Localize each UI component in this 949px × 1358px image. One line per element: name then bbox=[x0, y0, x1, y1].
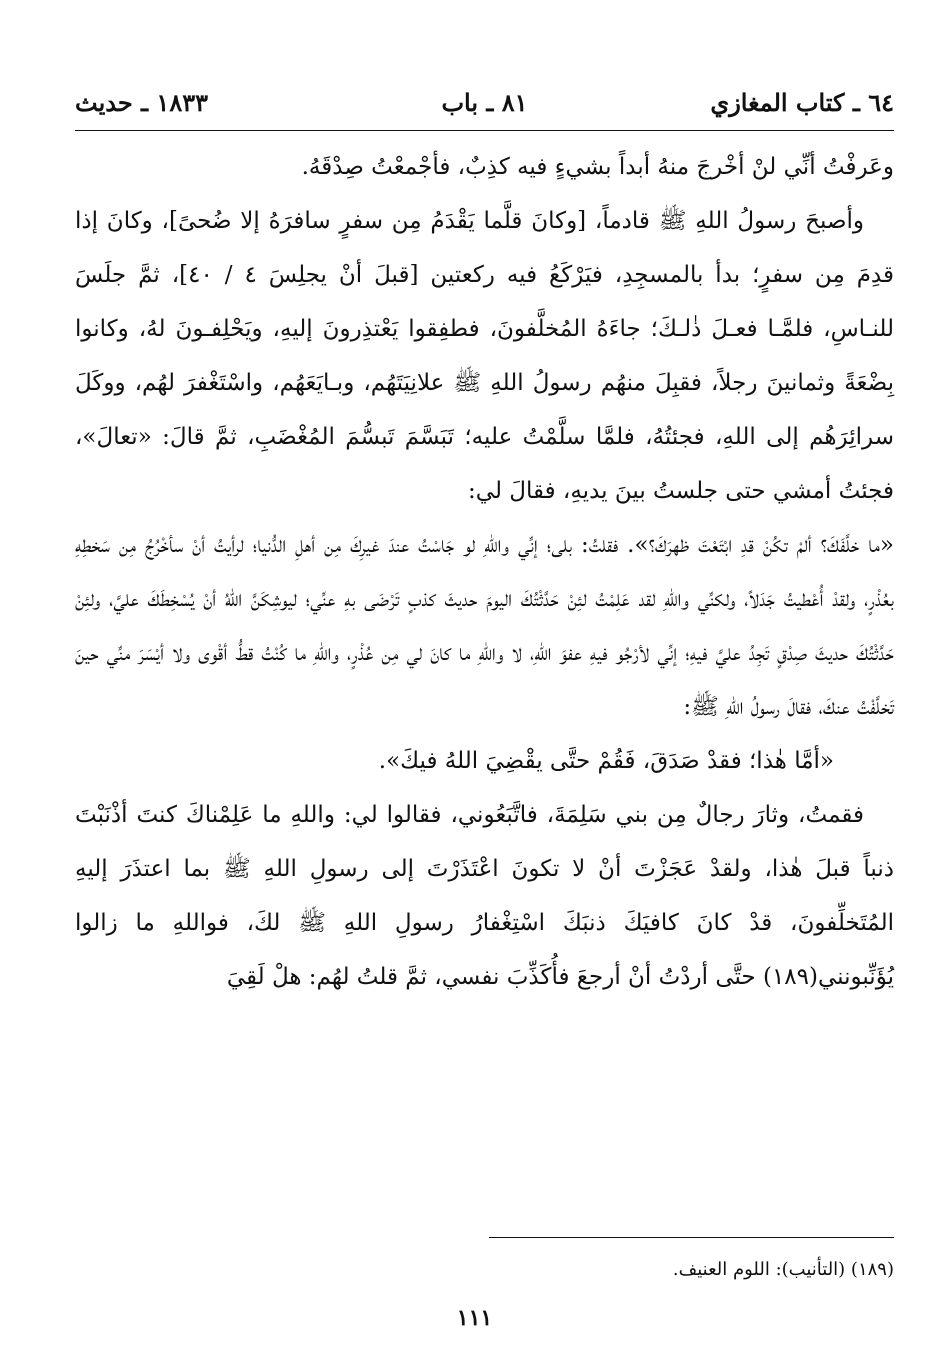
header-hadith-number: ١٨٣٣ ـ حديث bbox=[75, 88, 208, 117]
paragraph: فقمتُ، وثارَ رجالٌ مِن بني سَلِمَةَ، فاتَّبَعُوني، فقالوا لي: واللهِ ما عَلِمْناكَ كنتَ أذْنَبْتَ ذنباً قبلَ هٰذا، ولقدْ عَجَزْتَ أنْ لا تكونَ اعْتَذَرْتَ إلى رسولِ اللهِ ﷺ بما اعتذَرَ إليهِ المُتَخلِّفونَ، قدْ كانَ كافيَكَ ذنبَكَ اسْتِغْفارُ رسولِ اللهِ ﷺ لكَ، فواللهِ ما زالوا يُؤَنِّبونني(١٨٩) حتَّى أردْتُ أنْ أرجعَ فأُكَذِّبَ نفسي، ثمَّ قلتُ لهُم: هلْ لَقِيَ bbox=[75, 802, 894, 990]
header-chapter: ٦٤ ـ كتاب المغازي bbox=[710, 88, 894, 117]
page-number: ١١١ bbox=[456, 1305, 493, 1331]
footnote: (١٨٩) (التأنيب): اللوم العنيف. bbox=[672, 1259, 894, 1280]
header-divider bbox=[75, 130, 894, 131]
main-text bbox=[75, 140, 894, 1004]
footnote-divider bbox=[489, 1237, 894, 1238]
paragraph: وعَرفْتُ أنِّي لنْ أخْرجَ منهُ أبداً بشيءٍ فيه كذِبٌ، فأجْمعْتُ صِدْقَهُ. bbox=[301, 154, 894, 180]
paragraph: «ما خلَّفَكَ؟ ألمْ تكُنْ قدِ ابْتَعْتَ ظهرَكَ؟». فقلتُ: بلى؛ إنِّي واللهِ لو جَاسْتُ عندَ غيرِكَ مِن أهلِ الدُّنيا؛ لرأيتُ أنْ سأخْرُجُ مِن سَخطِهِ بعُذْرٍ، ولقدْ أُعْطيتُ جَدَلاً، ولكنِّي واللهِ لقد عَلِمْتُ لئِنْ حَدَّثْتُكَ اليومَ حديثَ كذبٍ تَرْضَى بهِ عنِّي؛ ليوشِكَنَّ اللهُ أنْ يُسْخِطَكَ عليَّ، ولئِنْ حَدَّثْتُكَ حديثَ صِدْقٍ تَجِدُ عليَّ فيهِ؛ إنِّي لأرْجُو فيهِ عفوَ اللهِ، لا واللهِ ما كانَ لي مِن عُذْرٍ، واللهِ ما كُنْتُ قطُّ أقْوى ولا أيْسَرَ منِّي حينَ تَخلَّفْتُ عنكَ، فقالَ رسولُ اللهِ ﷺ: bbox=[75, 532, 894, 720]
paragraph: وأصبحَ رسولُ اللهِ ﷺ قادماً، [وكانَ قلَّما يَقْدَمُ مِن سفرٍ سافرَهُ إلا ضُحىً]، وكانَ إذا قدِمَ مِن سفرٍ؛ بدأ بالمسجِدِ، فيَرْكَعُ فيه ركعتين [قبلَ أنْ يجلِسَ ٤ / ٤٠]، ثمَّ جلَسَ للنـاسِ، فلمَّـا فعـلَ ذٰلـكَ؛ جاءَهُ المُخلَّفونَ، فطفِقوا يَعْتذِرونَ إليهِ، ويَحْلِفـونَ لهُ، وكانوا بِضْعَةً وثمانينَ رجلاً، فقبِلَ منهُم رسولُ اللهِ ﷺ علانِيَتَهُم، وبـايَعَهُم، واسْتَغْفرَ لهُم، ووكَلَ سرائِرَهُم إلى اللهِ، فجئتُهُ، فلمَّا سلَّمْتُ عليه؛ تَبَسَّمَ تَبسُّمَ المُغْضَبِ، ثمَّ قالَ: «تعالَ»، فجئتُ أمشي حتى جلستُ بينَ يديهِ، فقالَ لي: bbox=[75, 208, 895, 504]
paragraph: «أمَّا هٰذا؛ فقدْ صَدَقَ، فَقُمْ حتَّى يقْضِيَ اللهُ فيكَ». bbox=[378, 748, 834, 774]
running-header bbox=[75, 88, 894, 128]
header-section: ٨١ ـ باب bbox=[441, 88, 528, 117]
